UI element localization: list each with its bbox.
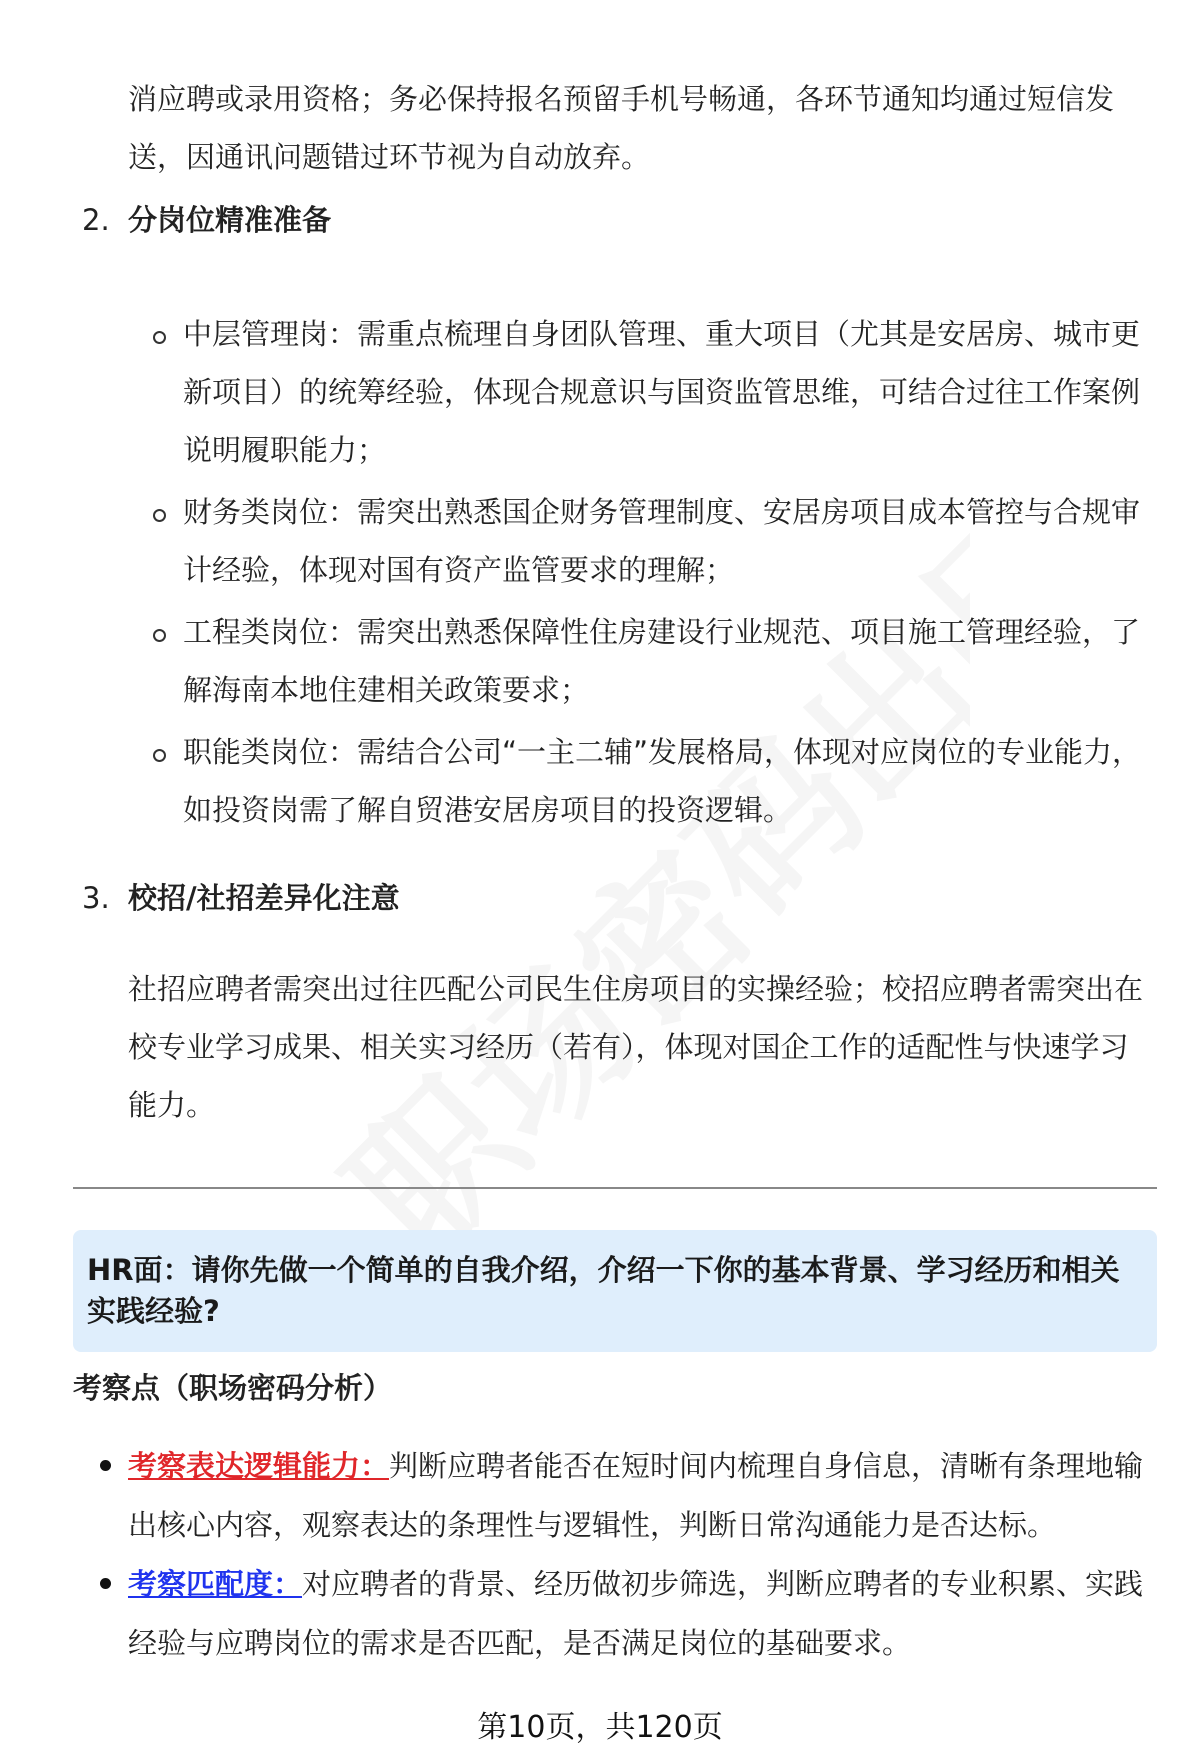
list-item: 中层管理岗：需重点梳理自身团队管理、重大项目（尤其是安居房、城市更新项目）的统筹经验，体现合规意识与国资监管思维，可结合过往工作案例说明履职能力； bbox=[150, 305, 1150, 479]
section-2-title: 分岗位精准准备 bbox=[128, 203, 332, 237]
section-2-heading bbox=[82, 200, 331, 240]
analysis-text: 判断应聘者能否在短时间内梳理自身信息，清晰有条理地输出核心内容，观察表达的条理性与逻辑性，判断日常沟通能力是否达标。 bbox=[128, 1449, 1144, 1542]
list-item: 财务类岗位：需突出熟悉国企财务管理制度、安居房项目成本管控与合规审计经验，体现对国有资产监管要求的理解； bbox=[150, 483, 1150, 599]
circle-bullet-icon bbox=[153, 629, 166, 642]
section-3-number: 3. bbox=[82, 881, 110, 915]
section-2-list bbox=[150, 305, 1150, 843]
section-2-number: 2. bbox=[82, 203, 110, 237]
list-item: 工程类岗位：需突出熟悉保障性住房建设行业规范、项目施工管理经验，了解海南本地住建相关政策要求； bbox=[150, 603, 1150, 719]
analysis-keyword: 考察表达逻辑能力： bbox=[128, 1449, 390, 1483]
analysis-text: 对应聘者的背景、经历做初步筛选，判断应聘者的专业积累、实践经验与应聘岗位的需求是否匹配，是否满足岗位的基础要求。 bbox=[128, 1567, 1144, 1660]
list-item bbox=[100, 1437, 1150, 1555]
list-item bbox=[100, 1555, 1150, 1673]
list-item: 职能类岗位：需结合公司“一主二辅”发展格局，体现对应岗位的专业能力，如投资岗需了解自贸港安居房项目的投资逻辑。 bbox=[150, 723, 1150, 839]
circle-bullet-icon bbox=[153, 331, 166, 344]
analysis-keyword: 考察匹配度： bbox=[128, 1567, 303, 1601]
dot-bullet-icon bbox=[100, 1578, 111, 1589]
circle-bullet-icon bbox=[153, 749, 166, 762]
page-footer: 第10页，共120页 bbox=[477, 1710, 723, 1745]
hr-question-box: HR面：请你先做一个简单的自我介绍，介绍一下你的基本背景、学习经历和相关实践经验? bbox=[73, 1230, 1157, 1352]
section-3-title: 校招/社招差异化注意 bbox=[128, 881, 400, 915]
circle-bullet-icon bbox=[153, 509, 166, 522]
top-paragraph: 消应聘或录用资格；务必保持报名预留手机号畅通，各环节通知均通过短信发送，因通讯问题错过环节视为自动放弃。 bbox=[128, 82, 1115, 174]
analysis-title: 考察点（职场密码分析） bbox=[73, 1371, 393, 1405]
dot-bullet-icon bbox=[100, 1460, 111, 1471]
section-3-heading bbox=[82, 878, 400, 918]
section-3-body: 社招应聘者需突出过往匹配公司民生住房项目的实操经验；校招应聘者需突出在校专业学习成果、相关实习经历（若有），体现对国企工作的适配性与快速学习能力。 bbox=[128, 972, 1144, 1122]
analysis-list bbox=[100, 1437, 1150, 1673]
divider bbox=[73, 1187, 1157, 1189]
